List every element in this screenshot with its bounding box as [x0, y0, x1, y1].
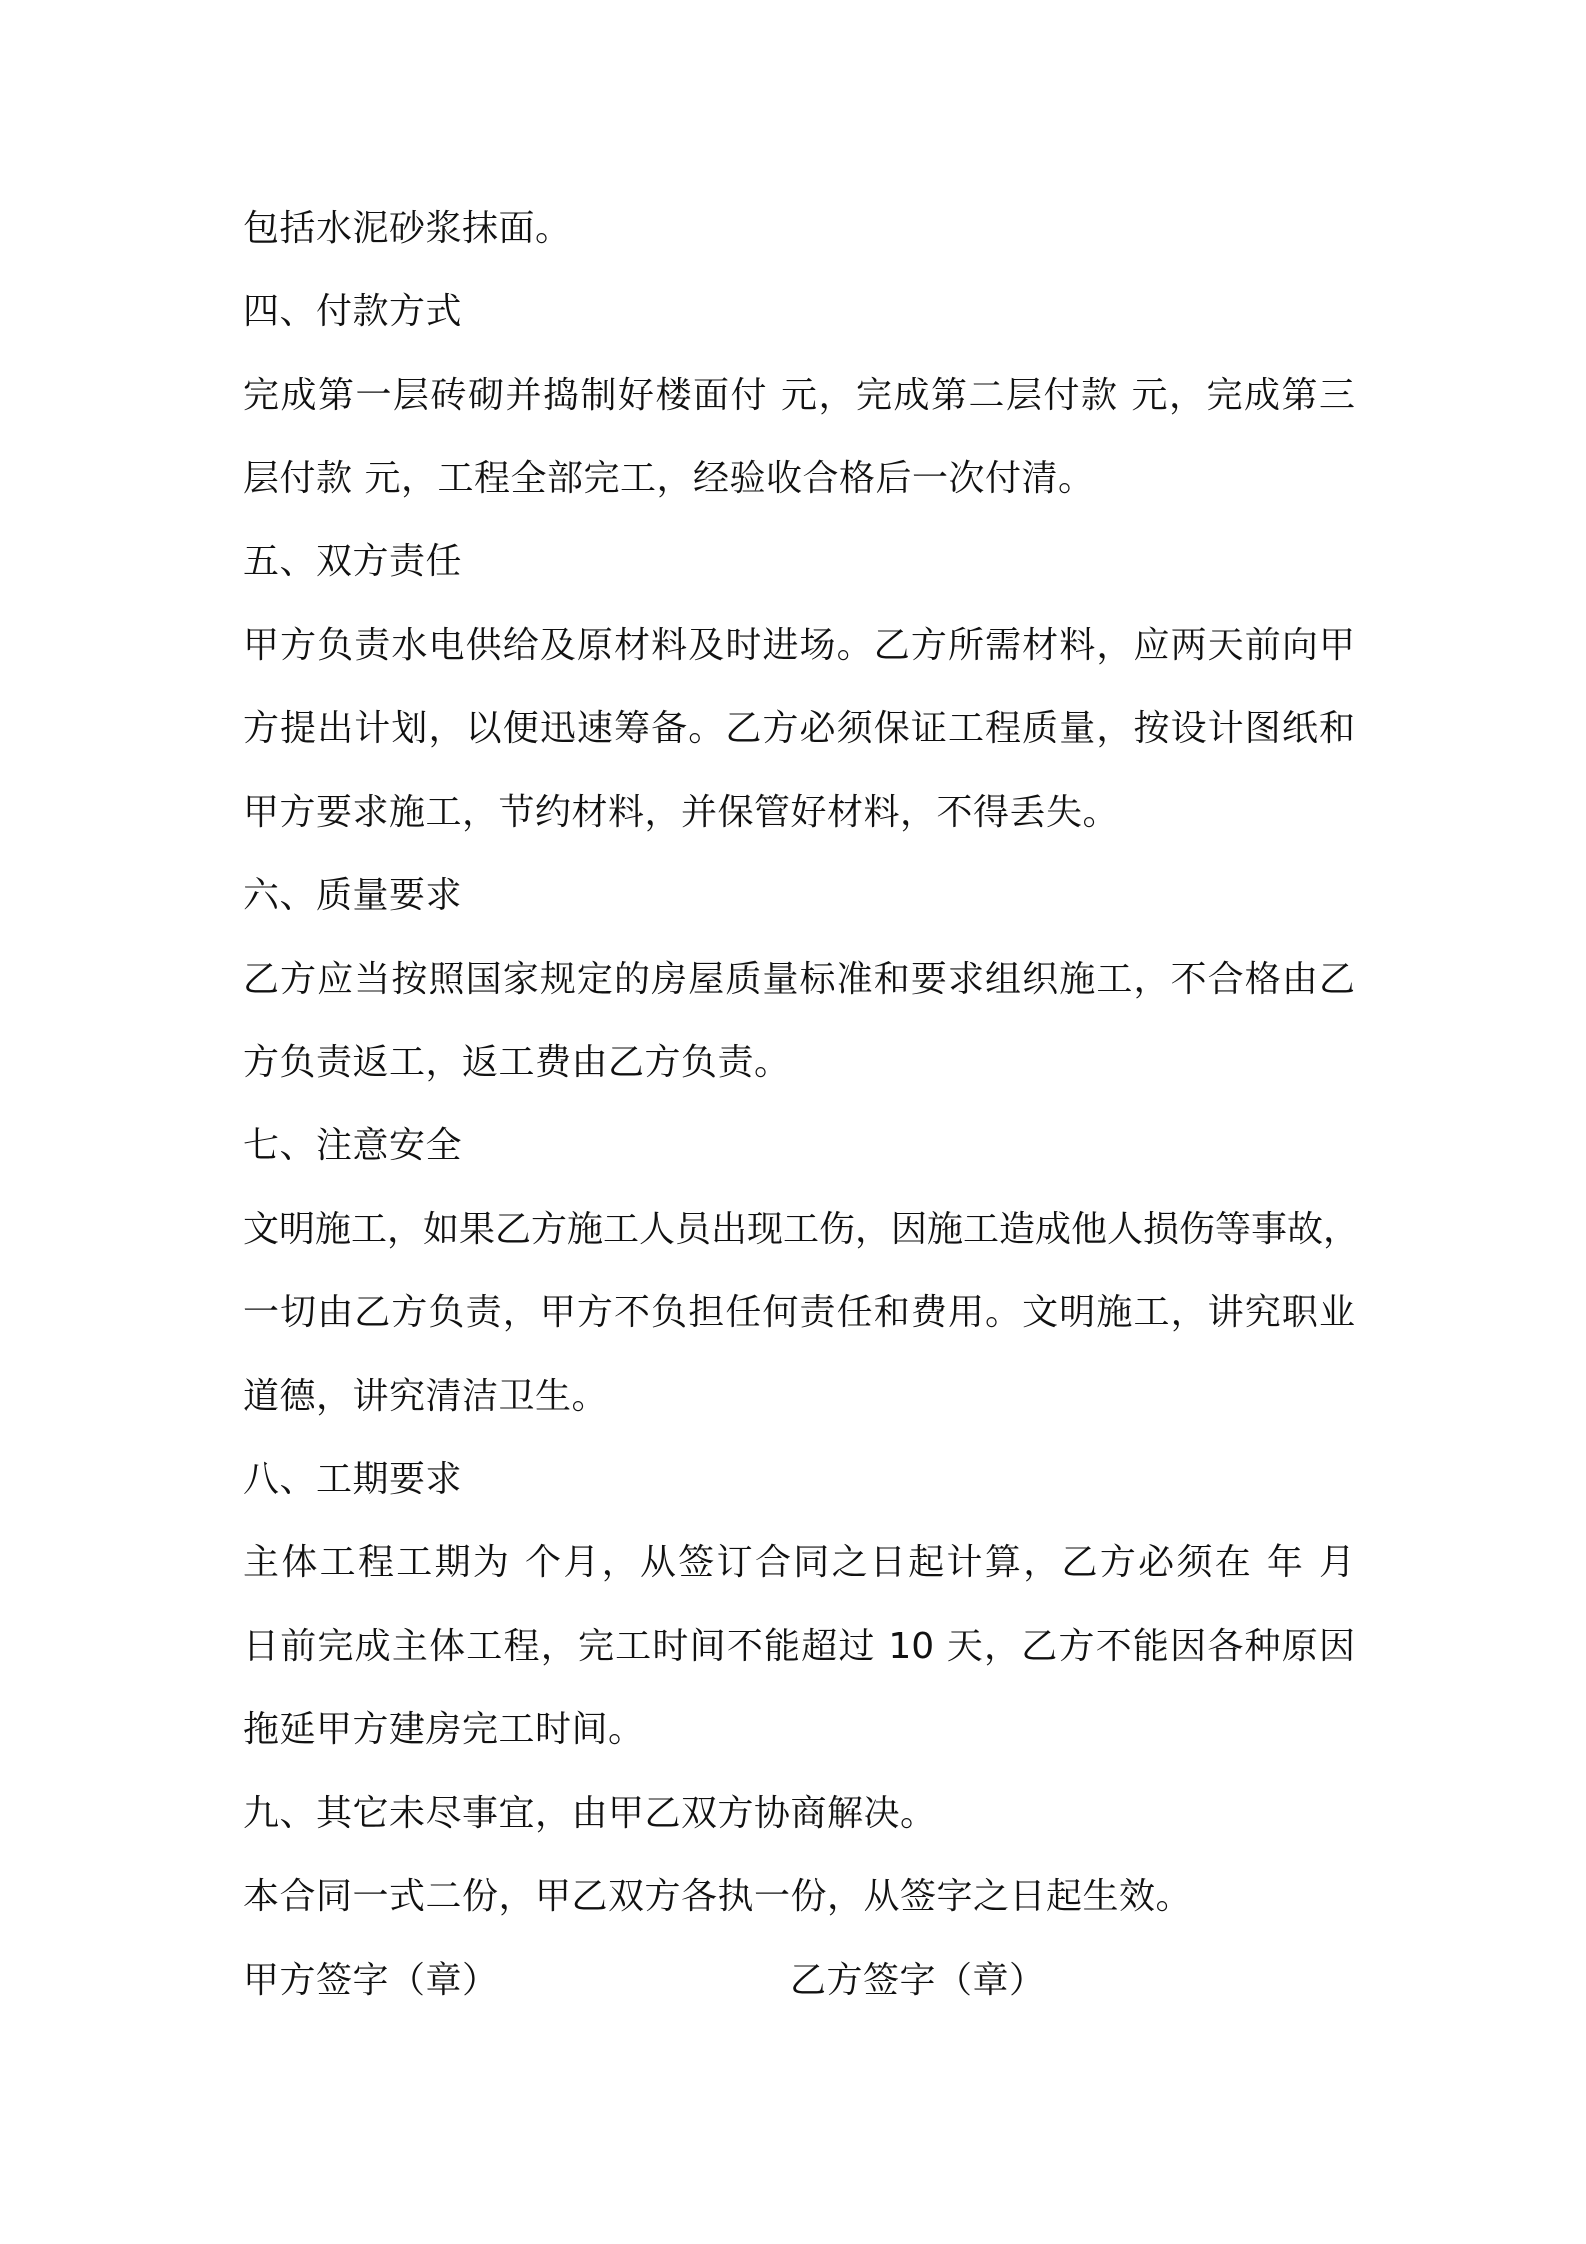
signature-party-a: 甲方签字（章）: [243, 1960, 499, 2001]
paragraph-line: 完成第一层砖砌并捣制好楼面付 元，完成第二层付款 元，完成第三: [243, 375, 1355, 416]
section-heading-responsibilities: 五、双方责任: [243, 541, 463, 582]
paragraph-line: 方提出计划，以便迅速筹备。乙方必须保证工程质量，按设计图纸和: [243, 708, 1355, 749]
paragraph-line: 方负责返工，返工费由乙方负责。: [243, 1042, 791, 1083]
paragraph-line: 拖延甲方建房完工时间。: [243, 1709, 645, 1750]
paragraph-line: 甲方负责水电供给及原材料及时进场。乙方所需材料，应两天前向甲: [243, 625, 1355, 666]
paragraph-line: 文明施工，如果乙方施工人员出现工伤，因施工造成他人损伤等事故，: [243, 1209, 1360, 1250]
paragraph-line: 层付款 元，工程全部完工，经验收合格后一次付清。: [243, 458, 1095, 499]
section-heading-quality: 六、质量要求: [243, 875, 463, 916]
section-heading-schedule: 八、工期要求: [243, 1459, 463, 1500]
section-heading-other: 九、其它未尽事宜，由甲乙双方协商解决。: [243, 1793, 937, 1834]
section-heading-payment: 四、付款方式: [243, 291, 463, 332]
paragraph-line: 本合同一式二份，甲乙双方各执一份，从签字之日起生效。: [243, 1876, 1193, 1917]
paragraph-line: 甲方要求施工，节约材料，并保管好材料，不得丢失。: [243, 792, 1120, 833]
paragraph-line: 包括水泥砂浆抹面。: [243, 208, 572, 249]
paragraph-line: 道德，讲究清洁卫生。: [243, 1376, 609, 1417]
paragraph-line: 乙方应当按照国家规定的房屋质量标准和要求组织施工，不合格由乙: [243, 959, 1355, 1000]
paragraph-line: 日前完成主体工程，完工时间不能超过 10 天，乙方不能因各种原因: [243, 1626, 1355, 1667]
paragraph-line: 一切由乙方负责，甲方不负担任何责任和费用。文明施工，讲究职业: [243, 1292, 1355, 1333]
section-heading-safety: 七、注意安全: [243, 1125, 463, 1166]
paragraph-line: 主体工程工期为 个月，从签订合同之日起计算，乙方必须在 年 月: [243, 1542, 1355, 1583]
signature-party-b: 乙方签字（章）: [790, 1960, 1046, 2001]
